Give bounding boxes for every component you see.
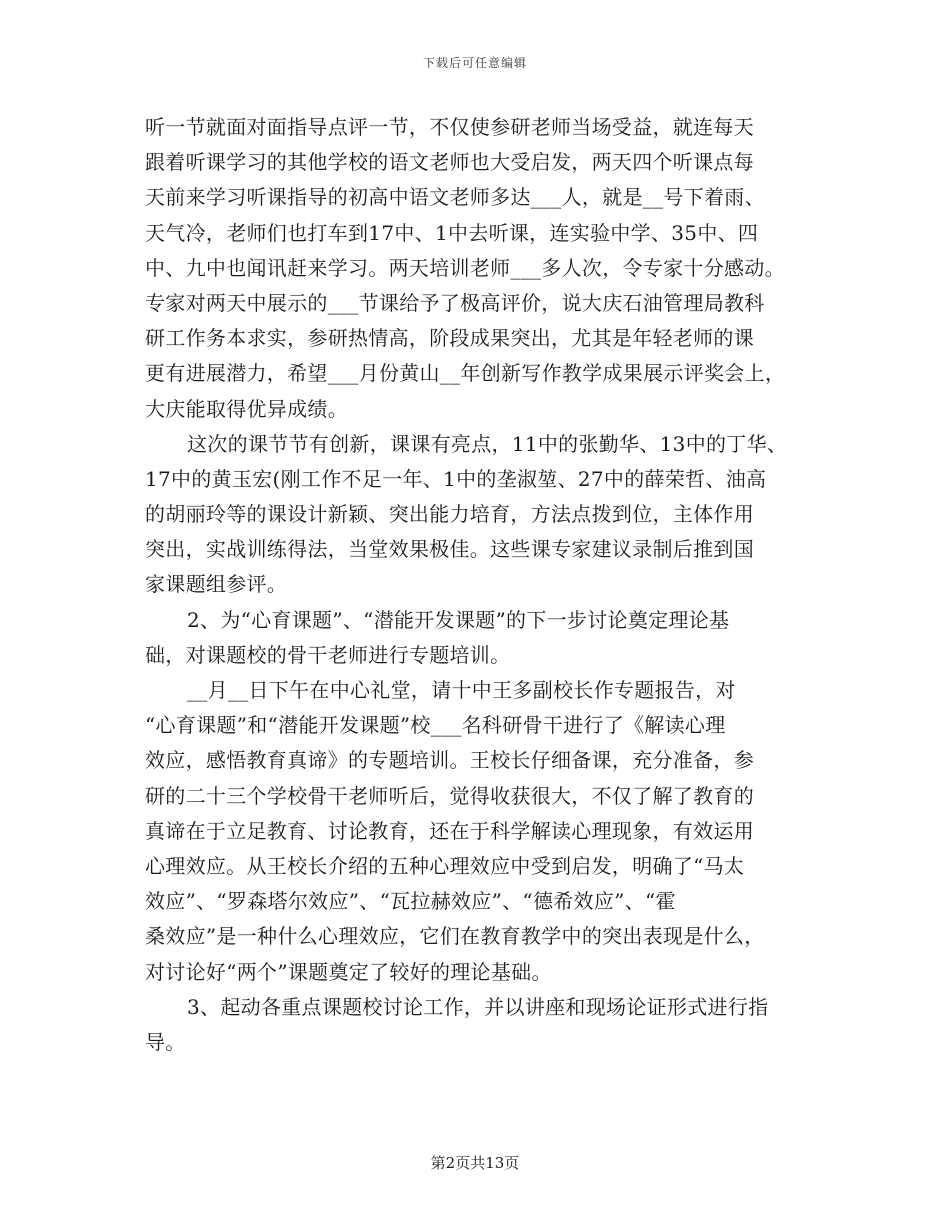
text-line: 听一节就面对面指导点评一节，不仅使参研老师当场受益，就连每天	[145, 115, 754, 139]
text-line: 桑效应”是一种什么心理效应，它们在教育教学中的突出表现是什么，	[145, 924, 765, 949]
text-line: 天气冷，老师们也打车到17中、1中去听课，连实验中学、35中、四	[145, 220, 759, 245]
text-line: 天前来学习听课指导的初高中语文老师多达___人，就是__号下着雨、	[145, 185, 765, 210]
text-line: 研的二十三个学校骨干老师听后，觉得收获很大，不仅了解了教育的	[145, 783, 754, 808]
text-line: 真谛在于立足教育、讨论教育，还在于科学解读心理现象，有效运用	[145, 818, 754, 843]
text-line: 跟着听课学习的其他学校的语文老师也大受启发，两天四个听课点每	[145, 150, 754, 175]
text-line: 专家对两天中展示的___节课给予了极高评价，说大庆石油管理局教科	[145, 290, 765, 315]
paragraph-start-line: 这次的课节节有创新，课课有亮点，11中的张勤华、13中的丁华、	[187, 431, 788, 456]
section-heading-line: 3、起动各重点课题校讨论工作，并以讲座和现场论证形式进行指	[187, 994, 769, 1019]
text-line: 17中的黄玉宏(刚工作不足一年、1中的垄淑堃、27中的薛荣哲、油高	[145, 466, 767, 491]
text-line: 更有进展潜力，希望___月份黄山__年创新写作教学成果展示评奖会上，	[145, 361, 786, 386]
text-line: 效应，感悟教育真谛》的专题培训。王校长仔细备课，充分准备，参	[145, 748, 754, 773]
text-line: 心理效应。从王校长介绍的五种心理效应中受到启发，明确了“马太	[145, 853, 745, 878]
text-line: 研工作务本求实，参研热情高，阶段成果突出，尤其是年轻老师的课	[145, 326, 754, 351]
text-line: 的胡丽玲等的课设计新颖、突出能力培育，方法点拨到位，主体作用	[145, 502, 754, 527]
text-line: 效应”、“罗森塔尔效应”、“瓦拉赫效应”、“德希效应”、“霍	[145, 889, 676, 914]
page-number: 第2页共13页	[430, 1154, 520, 1172]
text-line: 大庆能取得优异成绩。	[145, 396, 348, 421]
page-header: 下载后可任意编辑	[422, 56, 527, 70]
text-line: “心育课题”和“潜能开发课题”校___名科研骨干进行了《解读心理	[145, 713, 726, 738]
text-line: 突出，实战训练得法，当堂效果极佳。这些课专家建议录制后推到国	[145, 537, 754, 562]
text-line: 导。	[145, 1029, 186, 1054]
text-line: 础，对课题校的骨干老师进行专题培训。	[145, 642, 511, 667]
text-line: 对讨论好“两个”课题奠定了较好的理论基础。	[145, 959, 552, 984]
document-body	[145, 110, 825, 1060]
section-heading-line: 2、为“心育课题”、“潜能开发课题”的下一步讨论奠定理论基	[187, 607, 730, 632]
text-line: 家课题组参评。	[145, 572, 288, 597]
text-line: 中、九中也闻讯赶来学习。两天培训老师___多人次，令专家十分感动。	[145, 255, 785, 280]
paragraph-start-line: __月__日下午在中心礼堂，请十中王多副校长作专题报告，对	[187, 678, 736, 702]
